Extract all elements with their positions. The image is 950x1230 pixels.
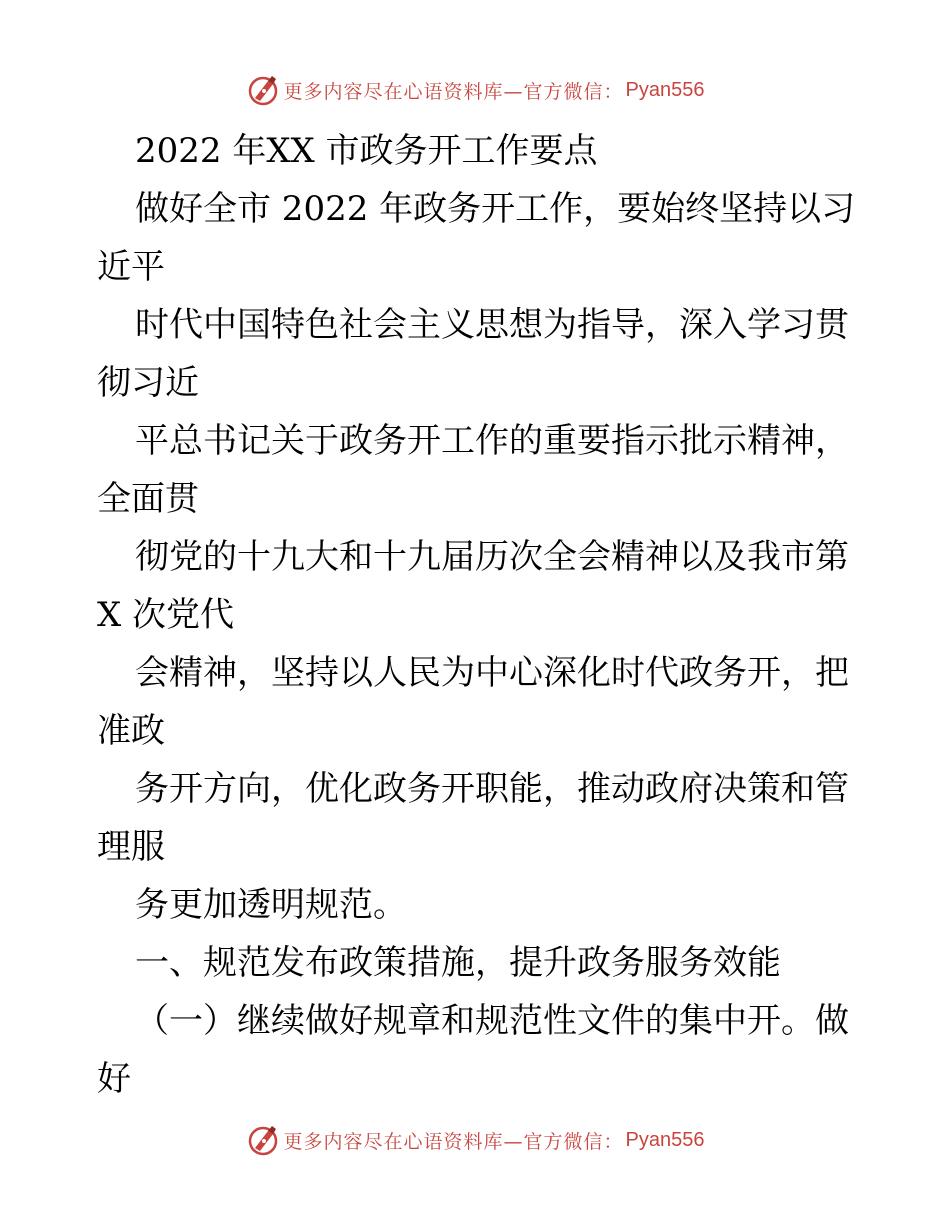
paragraph-line: 时代中国特色社会主义思想为指导，深入学习贯	[135, 305, 849, 345]
paragraph-line: 彻习近	[97, 363, 199, 403]
paragraph-line: X 次党代	[97, 595, 235, 635]
banner-text: 更多内容尽在心语资料库—官方微信：	[283, 1130, 624, 1153]
paragraph-line: 彻党的十九大和十九届历次全会精神以及我市第	[135, 537, 849, 577]
paragraph-line: 做好全市 2022 年政务开工作，要始终坚持以习	[135, 189, 856, 229]
document-body	[97, 122, 857, 1108]
banner-text: 更多内容尽在心语资料库—官方微信：	[283, 80, 624, 103]
footer-watermark-banner	[0, 1120, 950, 1160]
header-watermark-banner	[0, 70, 950, 110]
paragraph-line: 理服	[97, 827, 165, 867]
paragraph-line: 会精神，坚持以人民为中心深化时代政务开，把	[135, 653, 849, 693]
paragraph-line: 全面贯	[97, 479, 199, 519]
banner-wechat-id: Pyan556	[625, 78, 705, 101]
paragraph-line: 好	[97, 1059, 131, 1099]
pen-nib-circle-logo-icon	[246, 1123, 280, 1157]
subsection-line: （一）继续做好规章和规范性文件的集中开。做	[135, 1001, 849, 1041]
paragraph-line: 平总书记关于政务开工作的重要指示批示精神，	[135, 421, 849, 461]
paragraph-line: 务开方向，优化政务开职能，推动政府决策和管	[135, 769, 849, 809]
document-title: 2022 年XX 市政务开工作要点	[135, 131, 598, 171]
banner-wechat-id: Pyan556	[625, 1128, 705, 1151]
paragraph-line: 准政	[97, 711, 165, 751]
paragraph-line: 近平	[97, 247, 165, 287]
paragraph-line: 务更加透明规范。	[135, 885, 407, 925]
pen-nib-circle-logo-icon	[246, 73, 280, 107]
section-heading: 一、规范发布政策措施，提升政务服务效能	[135, 943, 781, 983]
